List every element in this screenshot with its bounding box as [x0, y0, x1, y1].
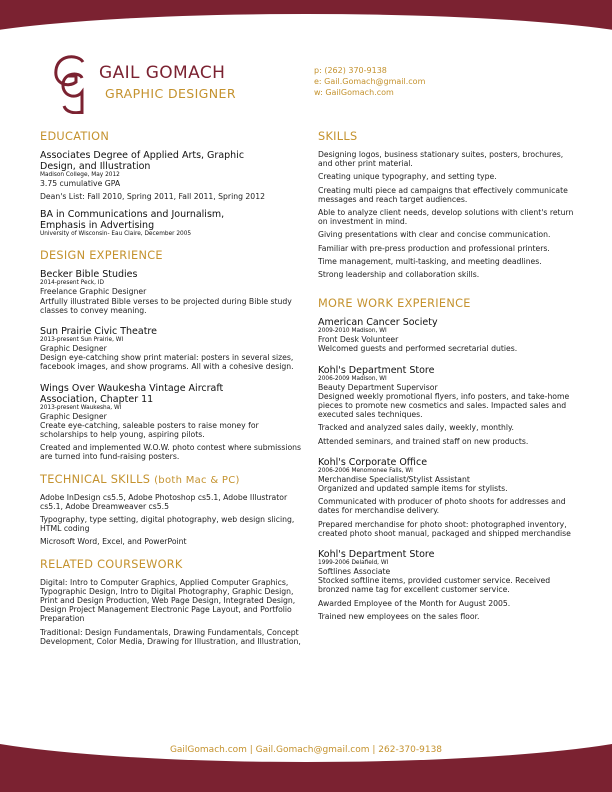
- job-meta: 2014-present Peck, ID: [40, 280, 104, 287]
- resume-title: GRAPHIC DESIGNER: [105, 86, 236, 101]
- gg-monogram-logo: [50, 52, 92, 114]
- job-bullet: Prepared merchandise for photo shoot: photographed inventory, created photo shoot manual, packaged and shipped merchandise: [318, 519, 571, 538]
- job-entry: [318, 365, 580, 446]
- education-heading: EDUCATION: [40, 130, 110, 143]
- left-column: [40, 130, 305, 650]
- job-org: Wings Over Waukesha Vintage Aircraft: [40, 382, 224, 394]
- technical-skills-title: TECHNICAL SKILLS: [40, 472, 151, 486]
- job-role: Merchandise Specialist/Stylist Assistant: [318, 474, 470, 484]
- job-bullet: Trained new employees on the sales floor.: [318, 611, 480, 621]
- job-meta: 2013-present Sun Prairie, WI: [40, 337, 124, 344]
- skill-item: Strong leadership and collaboration skills.: [318, 270, 480, 280]
- job-org: Association, Chapter 11: [40, 393, 154, 405]
- job-entry: [40, 326, 305, 372]
- job-role: Front Desk Volunteer: [318, 335, 399, 345]
- skills-heading: SKILLS: [318, 130, 358, 143]
- job-bullet: Welcomed guests and performed secretarial duties.: [318, 344, 518, 354]
- technical-skills-heading: [40, 473, 305, 486]
- contact-block: [314, 65, 425, 98]
- skill-item: Familiar with pre-press production and professional printers.: [318, 243, 550, 253]
- job-bullet: Attended seminars, and trained staff on new products.: [318, 436, 529, 446]
- job-entry: [40, 269, 305, 315]
- job-bullet: Designed weekly promotional flyers, info posters, and take-home pieces to promote new cosmetics and sales. Impacted sales and executed sales techniques.: [318, 391, 570, 420]
- coursework-item: Traditional: Design Fundamentals, Drawing Fundamentals, Concept Development, Color Media, Drawing for Illustration, and Illustration,: [40, 627, 301, 646]
- job-role: Graphic Designer: [40, 344, 107, 354]
- footer-contact: GailGomach.com | Gail.Gomach@gmail.com | 262-370-9138: [169, 745, 443, 755]
- job-role: Graphic Designer: [40, 411, 107, 421]
- school-meta: Madison College, May 2012: [40, 172, 120, 178]
- skill-item: Typography, type setting, digital photography, web design slicing, HTML coding: [40, 515, 295, 534]
- job-meta: 2006-2006 Menomonee Falls, WI: [318, 467, 413, 474]
- job-meta: 2009-2010 Madison, WI: [318, 328, 387, 335]
- more-work-heading: MORE WORK EXPERIENCE: [318, 297, 471, 311]
- skill-item: Adobe InDesign cs5.5, Adobe Photoshop cs5.1, Adobe Illustrator cs5.1, Adobe Dreamweaver cs5.5: [40, 492, 288, 511]
- school-meta: University of Wisconsin- Eau Claire, December 2005: [40, 231, 192, 238]
- job-bullet: Organized and updated sample items for stylists.: [318, 484, 508, 494]
- skill-item: Giving presentations with clear and concise communication.: [318, 230, 551, 240]
- job-role: Beauty Department Supervisor: [318, 382, 438, 392]
- right-column: [318, 130, 580, 625]
- skill-item: Creating unique typography, and setting type.: [318, 172, 497, 182]
- job-meta: 2013-present Waukesha, WI: [40, 404, 122, 411]
- skill-item: Microsoft Word, Excel, and PowerPoint: [40, 537, 187, 547]
- job-bullet: Created and implemented W.O.W. photo contest where submissions are turned into fund-raising posters.: [40, 443, 302, 462]
- job-meta: 1999-2006 Delafield, WI: [318, 560, 389, 567]
- gpa: 3.75 cumulative GPA: [40, 179, 121, 188]
- degree-title: BA in Communications and Journalism,: [40, 209, 225, 221]
- job-role: Freelance Graphic Designer: [40, 287, 147, 297]
- job-bullet: Stocked softline items, provided customer service. Received bronzed name tag for excellent customer service.: [318, 576, 551, 595]
- job-bullet: Tracked and analyzed sales daily, weekly, monthly.: [318, 423, 514, 433]
- contact-phone: p: (262) 370-9138: [314, 66, 387, 75]
- contact-website[interactable]: w: GailGomach.com: [314, 88, 394, 97]
- job-entry: [318, 457, 580, 538]
- contact-email[interactable]: e: Gail.Gomach@gmail.com: [314, 77, 426, 86]
- skill-item: Creating multi piece ad campaigns that effectively communicate messages and reach target audiences.: [318, 185, 568, 204]
- job-entry: [318, 549, 580, 621]
- job-org: Kohl's Department Store: [318, 364, 435, 376]
- resume-name: GAIL GOMACH: [99, 63, 226, 83]
- job-meta: 2006-2009 Madison, WI: [318, 375, 387, 382]
- technical-skills-subtitle: (both Mac & PC): [154, 474, 240, 486]
- job-bullet: Communicated with producer of photo shoots for addresses and dates for merchandise delivery.: [318, 497, 566, 516]
- coursework-heading: RELATED COURSEWORK: [40, 557, 183, 571]
- skill-item: Time management, multi-tasking, and meeting deadlines.: [318, 256, 542, 266]
- job-entry: [318, 317, 580, 353]
- degree-title: Design, and Illustration: [40, 161, 151, 172]
- job-bullet: Awarded Employee of the Month for August 2005.: [318, 598, 511, 608]
- job-org: Becker Bible Studies: [40, 269, 138, 281]
- job-org: Sun Prairie Civic Theatre: [40, 326, 157, 338]
- education-entry: [40, 150, 305, 201]
- skill-item: Designing logos, business stationary suites, posters, brochures, and other print material.: [318, 150, 564, 169]
- skill-item: Able to analyze client needs, develop solutions with client's return on investment in mind.: [318, 208, 574, 227]
- job-org: American Cancer Society: [318, 317, 438, 329]
- job-org: Kohl's Corporate Office: [318, 456, 428, 468]
- job-role: Softlines Associate: [318, 567, 391, 577]
- coursework-item: Digital: Intro to Computer Graphics, Applied Computer Graphics, Typographic Design, Intro to Digital Photography, Graphic Design, Print and Design Production, Web Page Design, Integrated Design, Design Project Management Electronic Page Layout, and Portfolio Preparation: [40, 577, 296, 624]
- job-bullet: Artfully illustrated Bible verses to be projected during Bible study classes to convey meaning.: [40, 296, 292, 315]
- education-entry: [40, 209, 305, 238]
- job-org: Kohl's Department Store: [318, 549, 435, 561]
- job-bullet: Design eye-catching show print material: posters in several sizes, facebook images, and show programs. All with a cohesive design.: [40, 353, 294, 372]
- job-entry: [40, 383, 305, 462]
- degree-title: Associates Degree of Applied Arts, Graphic: [40, 150, 245, 161]
- job-bullet: Create eye-catching, saleable posters to raise money for scholarships to help young, aspiring pilots.: [40, 420, 259, 440]
- honors: Dean's List: Fall 2010, Spring 2011, Fall 2011, Spring 2012: [40, 192, 265, 202]
- degree-title: Emphasis in Advertising: [40, 220, 155, 232]
- design-experience-heading: DESIGN EXPERIENCE: [40, 249, 163, 263]
